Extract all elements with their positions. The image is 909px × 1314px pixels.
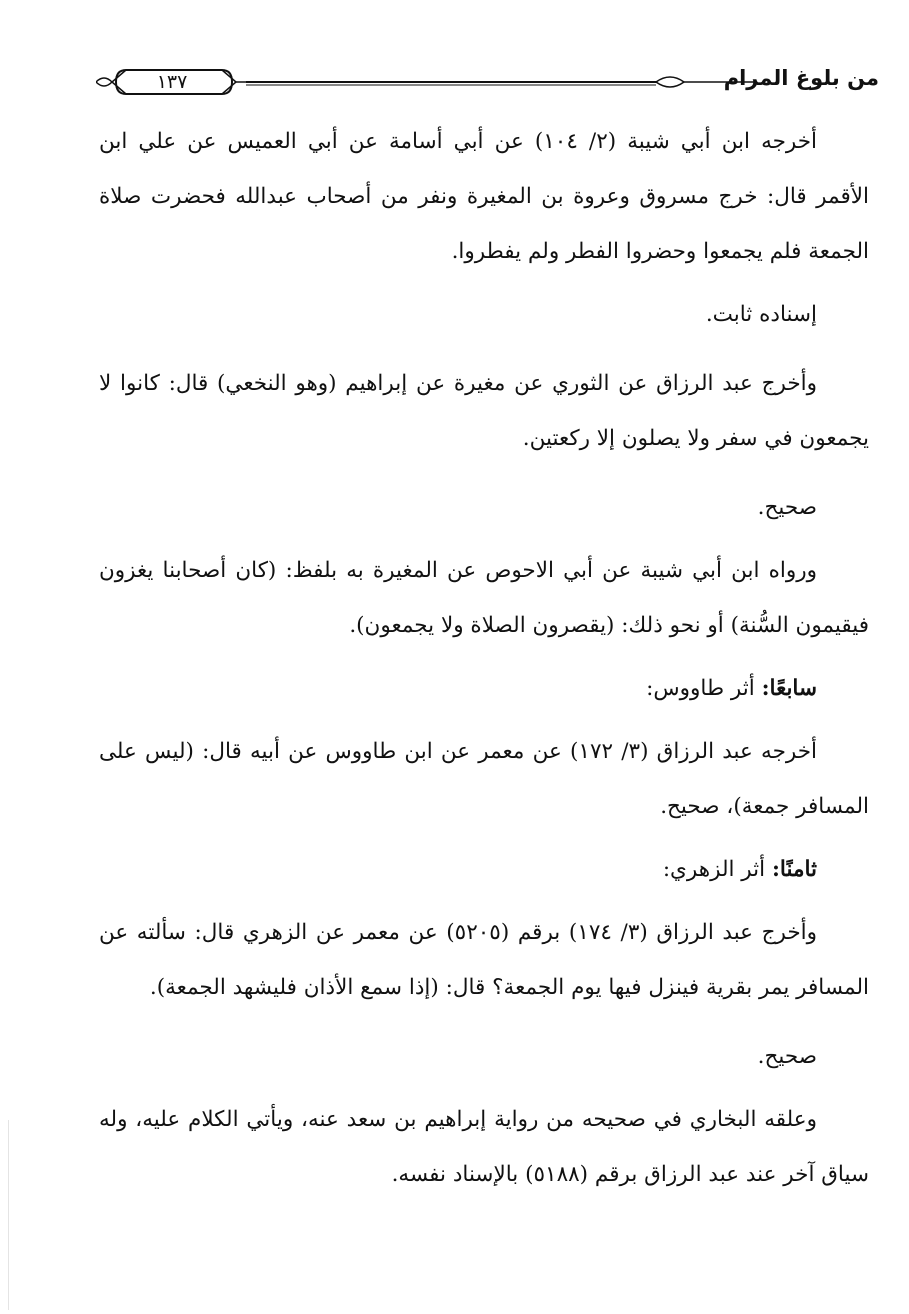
section-heading-text: أثر الزهري:	[662, 857, 772, 882]
section-heading-text: أثر طاووس:	[646, 676, 762, 701]
page-body	[99, 114, 869, 1202]
page-edge-line	[8, 1120, 9, 1310]
section-heading	[99, 842, 869, 897]
paragraph: إسناده ثابت.	[705, 302, 817, 327]
paragraph: وأخرج عبد الرزاق عن الثوري عن مغيرة عن إبراهيم (وهو النخعي) قال: كانوا لا يجمعون في سفر ولا يصلون إلا ركعتين.	[99, 371, 869, 451]
paragraph: وأخرج عبد الرزاق (٣/ ١٧٤) برقم (٥٢٠٥) عن معمر عن الزهري قال: سألته عن المسافر يمر بقرية فينزل فيها يوم الجمعة؟ قال: (إذا سمع الأذان فليشهد الجمعة).	[99, 920, 869, 1000]
paragraph: أخرجه عبد الرزاق (٣/ ١٧٢) عن معمر عن ابن طاووس عن أبيه قال: (ليس على المسافر جمعة)، صحيح.	[99, 739, 869, 819]
section-heading-label: ثامنًا:	[771, 857, 817, 882]
page-number: ١٣٧	[156, 71, 188, 93]
paragraph: وعلقه البخاري في صحيحه من رواية إبراهيم بن سعد عنه، ويأتي الكلام عليه، وله سياق آخر عند عبد الرزاق برقم (٥١٨٨) بالإسناد نفسه.	[99, 1107, 869, 1187]
page-header	[96, 60, 879, 104]
paragraph: صحيح.	[757, 1044, 817, 1069]
paragraph: صحيح.	[757, 495, 817, 520]
running-title: من بلوغ المرام	[723, 66, 879, 90]
section-heading-label: سابعًا:	[761, 676, 817, 701]
paragraph: ورواه ابن أبي شيبة عن أبي الاحوص عن المغيرة به بلفظ: (كان أصحابنا يغزون فيقيمون السُّنة) أو نحو ذلك: (يقصرون الصلاة ولا يجمعون).	[99, 558, 869, 638]
paragraph: أخرجه ابن أبي شيبة (٢/ ١٠٤) عن أبي أسامة عن أبي العميس عن علي ابن الأقمر قال: خرج مسروق وعروة بن المغيرة ونفر من أصحاب عبدالله فحضرت صلاة الجمعة فلم يجمعوا وحضروا الفطر ولم يفطروا.	[99, 129, 869, 264]
section-heading	[99, 661, 869, 716]
